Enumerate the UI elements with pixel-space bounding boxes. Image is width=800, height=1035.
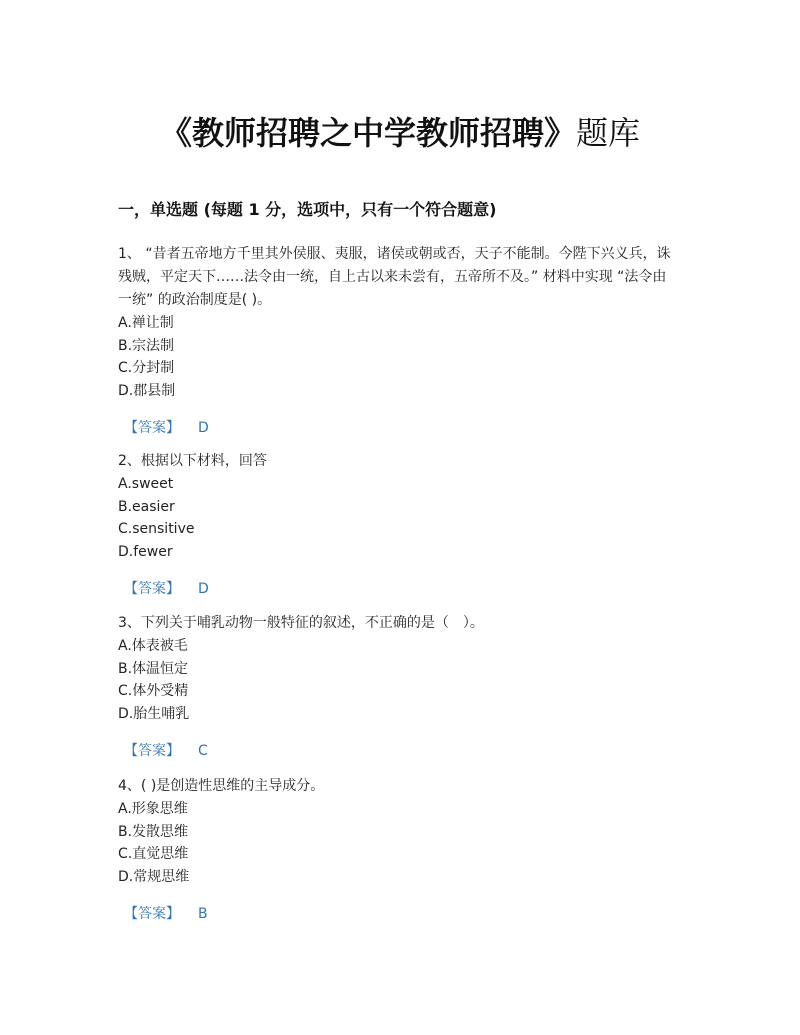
- option-b: B.宗法制: [118, 337, 175, 354]
- option-d: D.fewer: [118, 543, 173, 560]
- option-a: A.体表被毛: [118, 638, 188, 654]
- option-b: B.发散思维: [118, 823, 189, 840]
- answer-label: 【答案】: [124, 581, 180, 597]
- answer-line: [118, 904, 678, 924]
- question-3: [118, 612, 678, 761]
- question-stem: 4、( )是创造性思维的主导成分。: [118, 778, 325, 794]
- option-a: A.sweet: [118, 476, 174, 492]
- option-c: C.直觉思维: [118, 846, 189, 862]
- option-a: A.形象思维: [118, 801, 188, 817]
- answer-line: [118, 579, 678, 599]
- answer-label: 【答案】: [124, 743, 180, 759]
- answer-line: [118, 741, 678, 761]
- question-2: [118, 450, 678, 599]
- option-d: D.胎生哺乳: [118, 705, 190, 722]
- title-suffix: 题库: [576, 114, 641, 152]
- option-b: B.easier: [118, 498, 175, 515]
- answer-value: D: [198, 420, 209, 436]
- option-d: D.郡县制: [118, 382, 176, 399]
- option-b: B.体温恒定: [118, 660, 189, 677]
- option-d: D.常规思维: [118, 868, 190, 885]
- option-c: C.体外受精: [118, 683, 189, 699]
- answer-value: D: [198, 581, 209, 597]
- section-heading: 一，单选题 (每题 1 分，选项中，只有一个符合题意): [118, 200, 497, 219]
- question-1: [118, 243, 678, 438]
- answer-label: 【答案】: [124, 420, 180, 436]
- answer-value: B: [198, 906, 208, 922]
- option-c: C.sensitive: [118, 521, 195, 537]
- question-stem: 1、 “昔者五帝地方千里其外侯服、夷服，诸侯或朝或否，天子不能制。今陛下兴义兵，诛残贼，平定天下……法令由一统，自上古以来未尝有，五帝所不及。” 材料中实现 “法令由一统” 的政治制度是( )。: [118, 246, 671, 308]
- answer-line: [118, 418, 678, 438]
- question-4: [118, 775, 678, 924]
- title-main: 《教师招聘之中学教师招聘》: [159, 114, 576, 152]
- option-a: A.禅让制: [118, 315, 174, 331]
- answer-label: 【答案】: [124, 906, 180, 922]
- question-stem: 3、下列关于哺乳动物一般特征的叙述，不正确的是（ ）。: [118, 615, 484, 631]
- question-stem: 2、根据以下材料，回答: [118, 453, 267, 469]
- page-title: [0, 108, 800, 154]
- option-c: C.分封制: [118, 360, 175, 376]
- answer-value: C: [198, 743, 208, 759]
